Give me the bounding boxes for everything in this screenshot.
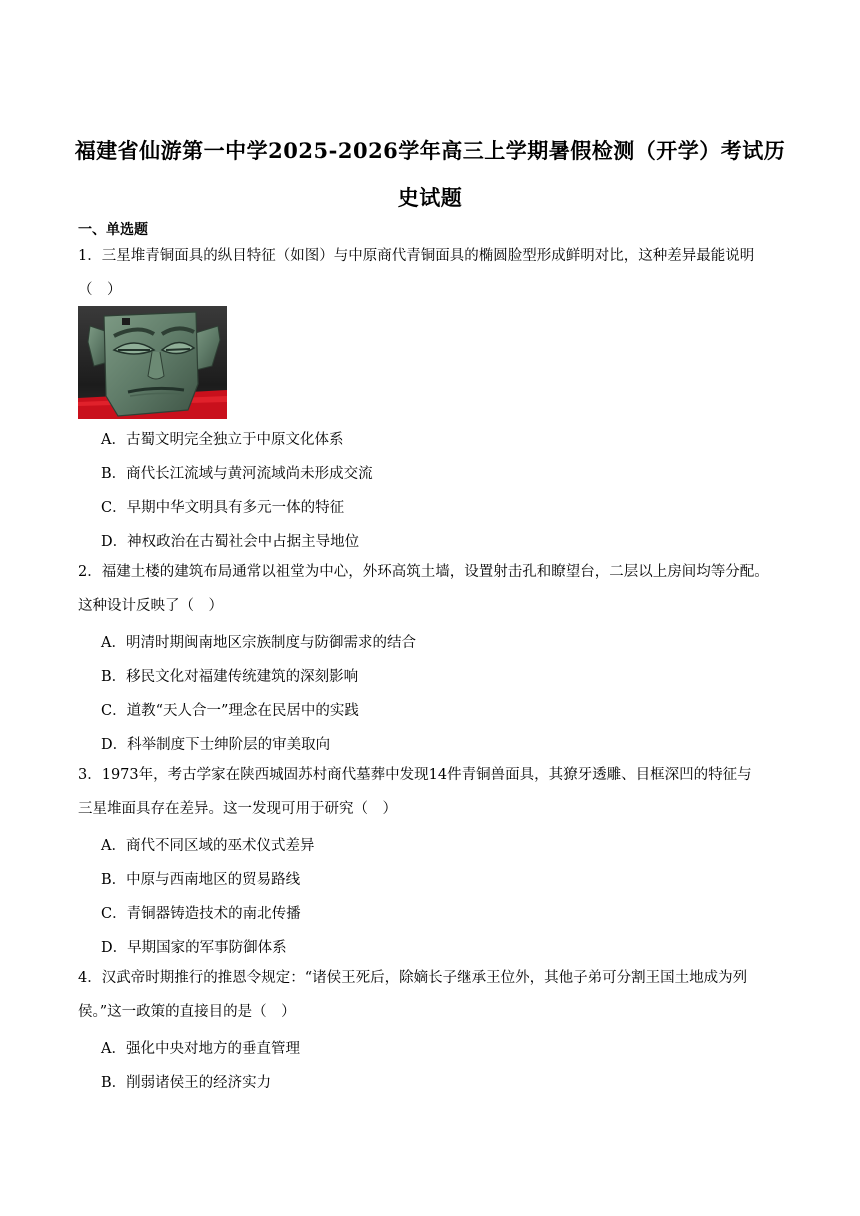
document-title-line1: 福建省仙游第一中学2025-2026学年高三上学期暑假检测（开学）考试历 (74, 138, 786, 163)
question-1-option-d: D．神权政治在古蜀社会中占据主导地位 (101, 534, 360, 550)
question-4-option-a: A．强化中央对地方的垂直管理 (101, 1041, 300, 1057)
question-2-option-b: B．移民文化对福建传统建筑的深刻影响 (101, 669, 359, 685)
question-1-line2: （ ） (78, 282, 122, 298)
question-1-option-c: C．早期中华文明具有多元一体的特征 (101, 500, 345, 516)
question-2-option-a: A．明清时期闽南地区宗族制度与防御需求的结合 (101, 635, 416, 651)
document-title-line2: 史试题 (397, 185, 463, 210)
question-3-option-b: B．中原与西南地区的贸易路线 (101, 872, 301, 888)
question-4-line1: 4．汉武帝时期推行的推恩令规定：“诸侯王死后，除嫡长子继承王位外，其他子弟可分割王国土地成为列 (78, 970, 748, 986)
question-4-option-b: B．削弱诸侯王的经济实力 (101, 1075, 272, 1091)
question-1-line1: 1．三星堆青铜面具的纵目特征（如图）与中原商代青铜面具的椭圆脸型形成鲜明对比，这种差异最能说明 (78, 248, 755, 264)
question-3-option-a: A．商代不同区域的巫术仪式差异 (101, 838, 315, 854)
question-2-option-c: C．道教“天人合一”理念在民居中的实践 (101, 703, 359, 719)
question-3-line1: 3．1973年，考古学家在陕西城固苏村商代墓葬中发现14件青铜兽面具，其獠牙透雕、目框深凹的特征与 (78, 767, 752, 783)
question-4-line2: 侯。”这一政策的直接目的是（ ） (78, 1004, 296, 1020)
question-1-option-a: A．古蜀文明完全独立于中原文化体系 (101, 432, 344, 448)
question-2-line2: 这种设计反映了（ ） (78, 598, 223, 614)
question-3-option-d: D．早期国家的军事防御体系 (101, 940, 287, 956)
question-3-line2: 三星堆面具存在差异。这一发现可用于研究（ ） (78, 801, 397, 817)
question-1-option-b: B．商代长江流域与黄河流域尚未形成交流 (101, 466, 373, 482)
section-heading: 一、单选题 (78, 222, 148, 238)
question-2-line1: 2．福建土楼的建筑布局通常以祖堂为中心，外环高筑土墙，设置射击孔和瞭望台，二层以上房间均等分配。 (78, 564, 769, 580)
question-3-option-c: C．青铜器铸造技术的南北传播 (101, 906, 301, 922)
question-2-option-d: D．科举制度下士绅阶层的审美取向 (101, 737, 331, 753)
bronze-mask-image (78, 306, 227, 419)
